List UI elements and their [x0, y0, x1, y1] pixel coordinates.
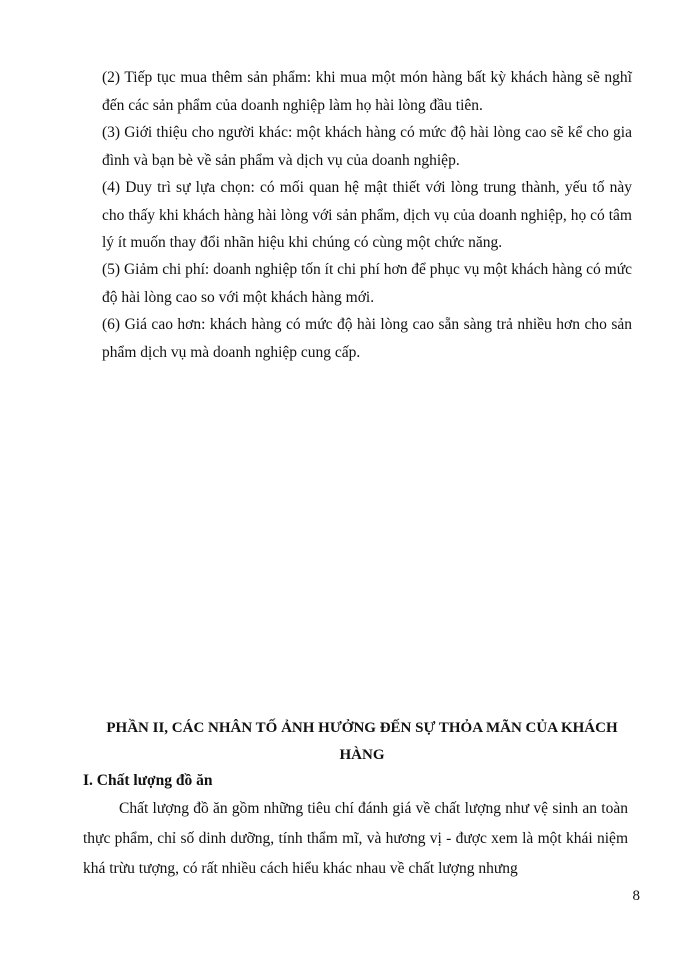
paragraph-item-3: (3) Giới thiệu cho người khác: một khách hàng có mức độ hài lòng cao sẽ kể cho gia đình và bạn bè về sản phẩm và dịch vụ của doanh nghiệp. [102, 124, 632, 169]
part-heading: PHẦN II, CÁC NHÂN TỐ ẢNH HƯỞNG ĐẾN SỰ THỎA MÃN CỦA KHÁCH HÀNG [106, 720, 618, 763]
paragraph-item-5: (5) Giảm chi phí: doanh nghiệp tốn ít chi phí hơn để phục vụ một khách hàng có mức độ hài lòng cao so với một khách hàng mới. [102, 261, 632, 306]
paragraph-item-2: (2) Tiếp tục mua thêm sản phẩm: khi mua một món hàng bất kỳ khách hàng sẽ nghĩ đến các sản phẩm của doanh nghiệp làm họ hài lòng đầu tiên. [102, 69, 632, 114]
section-heading: I. Chất lượng đồ ăn [83, 772, 213, 789]
page-number: 8 [632, 888, 640, 904]
section-body-paragraph: Chất lượng đồ ăn gồm những tiêu chí đánh giá về chất lượng như vệ sinh an toàn thực phẩm, chỉ số dinh dưỡng, tính thẩm mĩ, và hương vị - được xem là một khái niệm khá trừu tượng, có rất nhiều cách hiểu khác nhau về chất lượng nhưng [83, 800, 628, 877]
paragraph-item-4: (4) Duy trì sự lựa chọn: có mối quan hệ mật thiết với lòng trung thành, yếu tố này cho thấy khi khách hàng hài lòng với sản phẩm, dịch vụ của doanh nghiệp, họ có tâm lý ít muốn thay đổi nhãn hiệu khi chúng có cùng một chức năng. [102, 179, 632, 251]
paragraph-item-6: (6) Giá cao hơn: khách hàng có mức độ hài lòng cao sẵn sàng trả nhiều hơn cho sản phẩm dịch vụ mà doanh nghiệp cung cấp. [102, 316, 632, 361]
